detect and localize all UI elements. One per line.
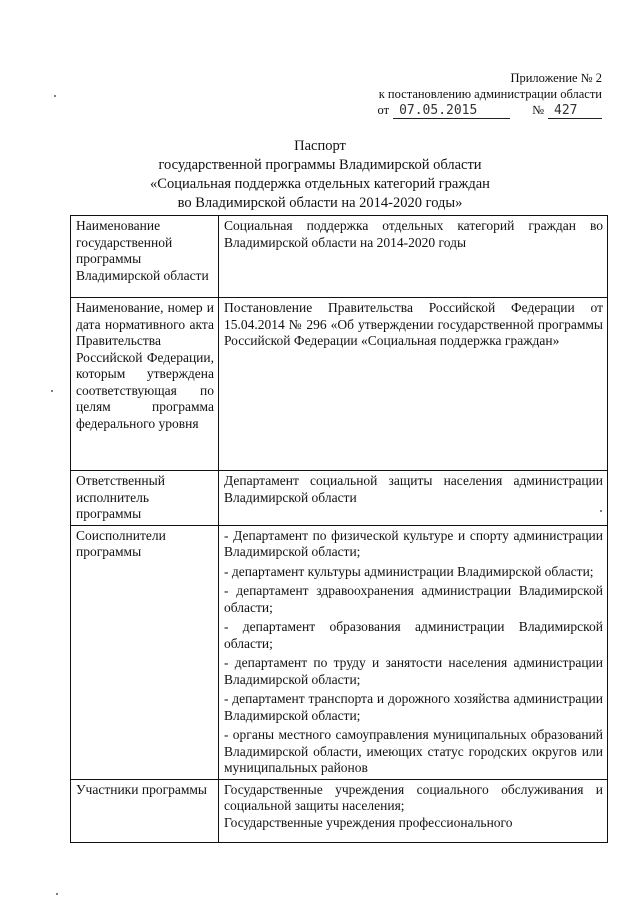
from-label: от (377, 103, 390, 117)
row-value (219, 779, 608, 842)
row-value: Социальная поддержка отдельных категорий граждан во Владимирской области на 2014-2020 годы (219, 216, 608, 298)
appendix-header (378, 70, 603, 119)
list-item: - департамент здравоохранения администрации Владимирской области; (224, 583, 603, 615)
title-line-3: «Социальная поддержка отдельных категорий граждан (150, 176, 490, 192)
list-item: Государственные учреждения профессионального (224, 814, 513, 830)
list-item: Государственные учреждения социального обслуживания и социальной защиты населения; (224, 781, 603, 813)
list-item: - департамент образования администрации Владимирской области; (224, 619, 603, 651)
title-line-1: Паспорт (294, 138, 346, 154)
number-label: № (532, 103, 544, 117)
table-row (71, 525, 608, 779)
scan-speck (51, 390, 53, 392)
document-title (60, 137, 580, 213)
title-line-2: государственной программы Владимирской области (158, 157, 482, 173)
list-item: - департамент транспорта и дорожного хозяйства администрации Владимирской области; (224, 691, 603, 723)
list-item: - органы местного самоуправления муниципальных образований Владимирской области, имеющих статус городских округов или муниципальных районов (224, 727, 603, 775)
row-label: Наименование государственной программы Владимирской области (71, 216, 219, 298)
table-row (71, 779, 608, 842)
title-line-4: во Владимирской области на 2014-2020 годы» (177, 195, 463, 211)
scan-speck (54, 95, 56, 97)
appendix-number: Приложение № 2 (510, 71, 602, 85)
appendix-date-line (378, 102, 603, 119)
row-label: Участники программы (71, 779, 219, 842)
scan-speck (600, 510, 602, 512)
passport-table (70, 215, 608, 843)
list-item: - департамент культуры администрации Владимирской области; (224, 563, 594, 579)
scan-speck (56, 893, 58, 895)
list-item: - департамент по труду и занятости населения администрации Владимирской области; (224, 655, 603, 687)
row-label: Наименование, номер и дата нормативного акта Правительства Российской Федерации, которым утверждена соответствующая по целям программа федерального уровня (71, 298, 219, 471)
resolution-date: 07.05.2015 (393, 104, 510, 119)
row-value: Департамент социальной защиты населения администрации Владимирской области (219, 471, 608, 526)
table-row (71, 471, 608, 526)
row-label: Соисполнители программы (71, 525, 219, 779)
table-row (71, 298, 608, 471)
row-value: Постановление Правительства Российской Федерации от 15.04.2014 № 296 «Об утверждении государственной программы Российской Федерации «Социальная поддержка граждан» (219, 298, 608, 471)
appendix-resolution-ref: к постановлению администрации области (378, 87, 602, 101)
row-label: Ответственный исполнитель программы (71, 471, 219, 526)
resolution-number: 427 (548, 104, 602, 119)
list-item: - Департамент по физической культуре и спорту администрации Владимирской области; (224, 527, 603, 559)
row-value (219, 525, 608, 779)
table-row (71, 216, 608, 298)
